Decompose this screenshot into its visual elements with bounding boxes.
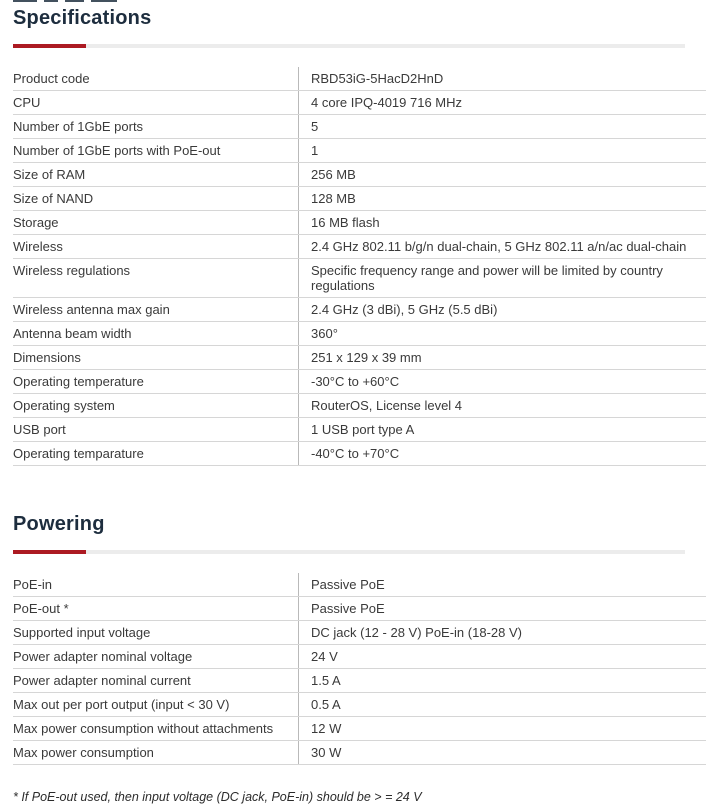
spec-label: PoE-out * (13, 601, 69, 616)
spec-value: 2.4 GHz 802.11 b/g/n dual-chain, 5 GHz 802.11 a/n/ac dual-chain (298, 235, 706, 258)
spec-label: Number of 1GbE ports (13, 119, 144, 134)
spec-row (13, 67, 706, 91)
divider-accent-bar (13, 44, 86, 48)
spec-label: Operating system (13, 398, 115, 413)
spec-value: 0.5 A (298, 693, 706, 716)
section-divider (13, 550, 685, 554)
spec-value: 128 MB (298, 187, 706, 210)
spec-row (13, 259, 706, 298)
spec-label: Size of RAM (13, 167, 86, 182)
spec-label: Power adapter nominal voltage (13, 649, 193, 664)
spec-value: Passive PoE (298, 597, 706, 620)
spec-label: Storage (13, 215, 59, 230)
spec-row (13, 346, 706, 370)
spec-row (13, 187, 706, 211)
section-divider (13, 44, 685, 48)
spec-label: CPU (13, 95, 41, 110)
spec-value: 2.4 GHz (3 dBi), 5 GHz (5.5 dBi) (298, 298, 706, 321)
spec-row (13, 394, 706, 418)
poe-footnote: * If PoE-out used, then input voltage (DC jack, PoE-in) should be > = 24 V (13, 790, 422, 804)
section-powering (13, 506, 706, 765)
spec-label: Operating temparature (13, 446, 144, 461)
spec-row (13, 322, 706, 346)
spec-value: -40°C to +70°C (298, 442, 706, 465)
spec-label: Operating temperature (13, 374, 144, 389)
spec-row (13, 298, 706, 322)
spec-label: Supported input voltage (13, 625, 151, 640)
spec-row (13, 597, 706, 621)
spec-value: RBD53iG-5HacD2HnD (298, 67, 706, 90)
spec-value: 24 V (298, 645, 706, 668)
spec-value: 256 MB (298, 163, 706, 186)
clipped-text-above (13, 0, 117, 2)
spec-row (13, 645, 706, 669)
spec-row (13, 163, 706, 187)
spec-label: PoE-in (13, 577, 53, 592)
spec-row (13, 621, 706, 645)
spec-value: Specific frequency range and power will be limited by country regulations (298, 259, 706, 297)
spec-label: Max out per port output (input < 30 V) (13, 697, 230, 712)
spec-row (13, 115, 706, 139)
spec-row (13, 573, 706, 597)
spec-label: Antenna beam width (13, 326, 132, 341)
spec-row (13, 139, 706, 163)
spec-value: Passive PoE (298, 573, 706, 596)
spec-row (13, 741, 706, 765)
spec-value: 1.5 A (298, 669, 706, 692)
powering-table (13, 573, 706, 765)
spec-value: 4 core IPQ-4019 716 MHz (298, 91, 706, 114)
spec-label: USB port (13, 422, 66, 437)
spec-label: Wireless (13, 239, 63, 254)
spec-label: Power adapter nominal current (13, 673, 191, 688)
spec-label: Product code (13, 71, 90, 86)
spec-value: 12 W (298, 717, 706, 740)
spec-label: Size of NAND (13, 191, 94, 206)
specifications-table (13, 67, 706, 466)
spec-value: 1 USB port type A (298, 418, 706, 441)
section-specifications (13, 0, 706, 466)
spec-label: Number of 1GbE ports with PoE-out (13, 143, 221, 158)
spec-value: -30°C to +60°C (298, 370, 706, 393)
spec-value: 1 (298, 139, 706, 162)
spec-row (13, 418, 706, 442)
specifications-title: Specifications (13, 7, 152, 29)
spec-label: Max power consumption (13, 745, 154, 760)
divider-accent-bar (13, 550, 86, 554)
spec-value: 16 MB flash (298, 211, 706, 234)
spec-row (13, 693, 706, 717)
spec-label: Dimensions (13, 350, 81, 365)
spec-row (13, 717, 706, 741)
spec-row (13, 91, 706, 115)
spec-row (13, 442, 706, 466)
spec-row (13, 669, 706, 693)
spec-value: 360° (298, 322, 706, 345)
spec-value: 30 W (298, 741, 706, 764)
spec-value: 5 (298, 115, 706, 138)
spec-value: DC jack (12 - 28 V) PoE-in (18-28 V) (298, 621, 706, 644)
spec-label: Max power consumption without attachments (13, 721, 274, 736)
spec-row (13, 370, 706, 394)
spec-label: Wireless antenna max gain (13, 302, 170, 317)
spec-row (13, 235, 706, 259)
spec-label: Wireless regulations (13, 263, 131, 278)
powering-title: Powering (13, 513, 105, 535)
spec-value: 251 x 129 x 39 mm (298, 346, 706, 369)
spec-row (13, 211, 706, 235)
spec-value: RouterOS, License level 4 (298, 394, 706, 417)
